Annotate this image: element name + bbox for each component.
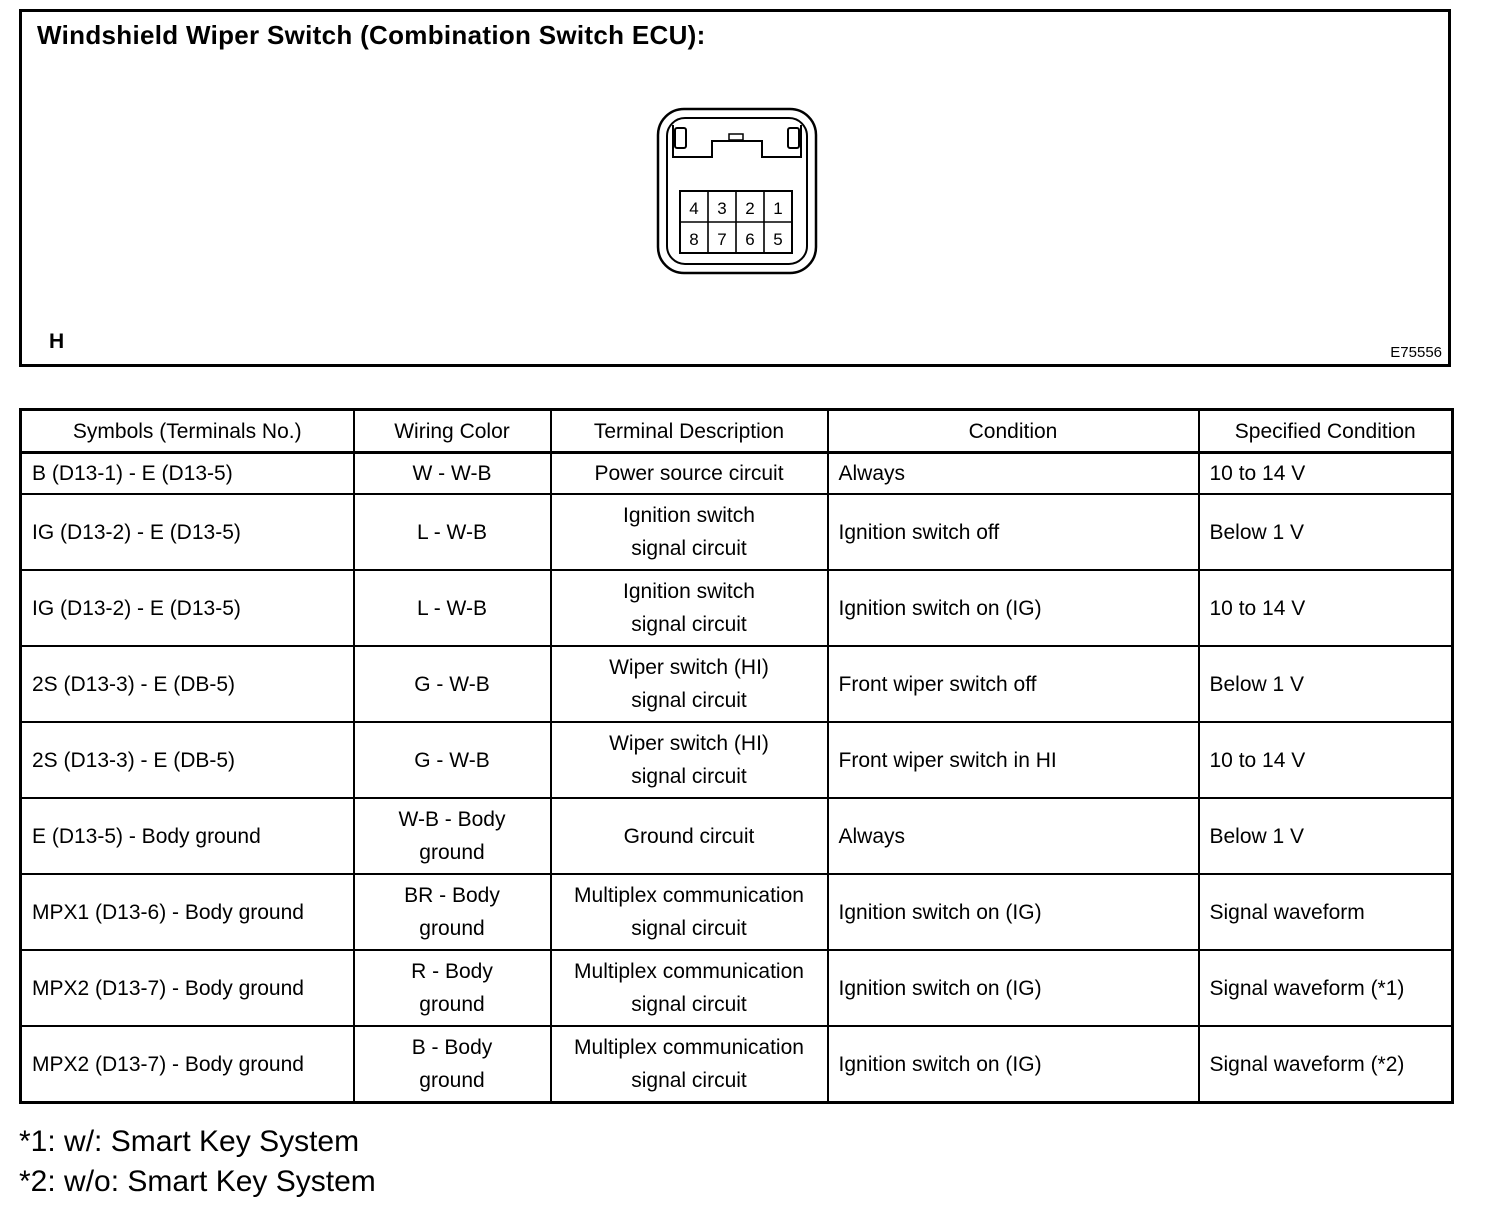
cell-symbol: MPX2 (D13-7) - Body ground [21, 1026, 354, 1103]
table-row [21, 646, 1453, 722]
cell-condition: Ignition switch on (IG) [828, 570, 1199, 646]
cell-description [551, 1026, 828, 1103]
table-header-row [21, 410, 1453, 453]
header-wiring-color: Wiring Color [354, 410, 551, 453]
cell-symbol: E (D13-5) - Body ground [21, 798, 354, 874]
cell-description [551, 874, 828, 950]
pin-label: 8 [689, 230, 699, 249]
cell-wiring-color: L - W-B [354, 494, 551, 570]
desc-line: signal circuit [631, 689, 747, 712]
cell-description: Power source circuit [551, 453, 828, 495]
pin-label: 5 [773, 230, 783, 249]
cell-spec: Below 1 V [1199, 646, 1453, 722]
cell-description [551, 570, 828, 646]
table-row [21, 1026, 1453, 1103]
footnote-2: *2: w/o: Smart Key System [19, 1165, 376, 1198]
cell-spec: 10 to 14 V [1199, 570, 1453, 646]
cell-description [551, 646, 828, 722]
cell-wiring-color [354, 798, 551, 874]
cell-symbol: IG (D13-2) - E (D13-5) [21, 570, 354, 646]
cell-symbol: B (D13-1) - E (D13-5) [21, 453, 354, 495]
cell-spec: Signal waveform [1199, 874, 1453, 950]
desc-line: Multiplex communication [574, 1036, 804, 1059]
pin-label: 2 [745, 199, 755, 218]
header-terminal-description: Terminal Description [551, 410, 828, 453]
cell-condition: Ignition switch on (IG) [828, 950, 1199, 1026]
pin-label: 3 [717, 199, 727, 218]
pin-label: 4 [689, 199, 699, 218]
desc-line: Wiper switch (HI) [609, 732, 769, 755]
footnotes [19, 1122, 376, 1202]
desc-line: Ignition switch [623, 580, 755, 603]
desc-line: Multiplex communication [574, 960, 804, 983]
header-condition: Condition [828, 410, 1199, 453]
table-row [21, 494, 1453, 570]
cell-condition: Ignition switch off [828, 494, 1199, 570]
connector-diagram [19, 9, 1451, 367]
connector-face-icon [656, 107, 818, 275]
desc-line: signal circuit [631, 917, 747, 940]
cell-condition: Front wiper switch off [828, 646, 1199, 722]
color-line: ground [419, 1069, 485, 1092]
corner-letter: H [49, 330, 65, 353]
table-row [21, 798, 1453, 874]
cell-spec: 10 to 14 V [1199, 722, 1453, 798]
cell-symbol: 2S (D13-3) - E (DB-5) [21, 722, 354, 798]
color-line: B - Body [411, 1036, 493, 1059]
cell-wiring-color: W - W-B [354, 453, 551, 495]
cell-spec: Signal waveform (*1) [1199, 950, 1453, 1026]
header-symbols: Symbols (Terminals No.) [21, 410, 354, 453]
desc-line: Ignition switch [623, 504, 755, 527]
header-specified-condition: Specified Condition [1199, 410, 1453, 453]
pin-label: 7 [717, 230, 727, 249]
terminal-table [19, 408, 1454, 1104]
color-line: R - Body [411, 960, 493, 983]
cell-wiring-color: G - W-B [354, 722, 551, 798]
desc-line: signal circuit [631, 1069, 747, 1092]
cell-condition: Always [828, 453, 1199, 495]
cell-description [551, 494, 828, 570]
color-line: BR - Body [404, 884, 500, 907]
cell-condition: Always [828, 798, 1199, 874]
desc-line: signal circuit [631, 993, 747, 1016]
cell-condition: Ignition switch on (IG) [828, 874, 1199, 950]
color-line: W-B - Body [398, 808, 506, 831]
color-line: ground [419, 917, 485, 940]
table-row [21, 722, 1453, 798]
cell-wiring-color [354, 874, 551, 950]
cell-description [551, 722, 828, 798]
cell-spec: Signal waveform (*2) [1199, 1026, 1453, 1103]
cell-wiring-color [354, 950, 551, 1026]
diagram-title: Windshield Wiper Switch (Combination Switch ECU): [37, 20, 706, 50]
cell-condition: Front wiper switch in HI [828, 722, 1199, 798]
cell-description [551, 950, 828, 1026]
desc-line: signal circuit [631, 613, 747, 636]
desc-line: signal circuit [631, 537, 747, 560]
desc-line: Multiplex communication [574, 884, 804, 907]
color-line: ground [419, 993, 485, 1016]
cell-spec: 10 to 14 V [1199, 453, 1453, 495]
table-row [21, 570, 1453, 646]
cell-symbol: MPX1 (D13-6) - Body ground [21, 874, 354, 950]
table-row [21, 453, 1453, 495]
footnote-1: *1: w/: Smart Key System [19, 1125, 360, 1158]
desc-line: Wiper switch (HI) [609, 656, 769, 679]
cell-wiring-color: G - W-B [354, 646, 551, 722]
table-row [21, 950, 1453, 1026]
cell-wiring-color: L - W-B [354, 570, 551, 646]
cell-spec: Below 1 V [1199, 798, 1453, 874]
desc-line: signal circuit [631, 765, 747, 788]
cell-symbol: 2S (D13-3) - E (DB-5) [21, 646, 354, 722]
color-line: ground [419, 841, 485, 864]
pin-label: 1 [773, 199, 783, 218]
cell-symbol: IG (D13-2) - E (D13-5) [21, 494, 354, 570]
cell-description: Ground circuit [551, 798, 828, 874]
cell-symbol: MPX2 (D13-7) - Body ground [21, 950, 354, 1026]
cell-wiring-color [354, 1026, 551, 1103]
table-row [21, 874, 1453, 950]
pin-label: 6 [745, 230, 755, 249]
cell-condition: Ignition switch on (IG) [828, 1026, 1199, 1103]
figure-code: E75556 [1390, 344, 1442, 361]
cell-spec: Below 1 V [1199, 494, 1453, 570]
